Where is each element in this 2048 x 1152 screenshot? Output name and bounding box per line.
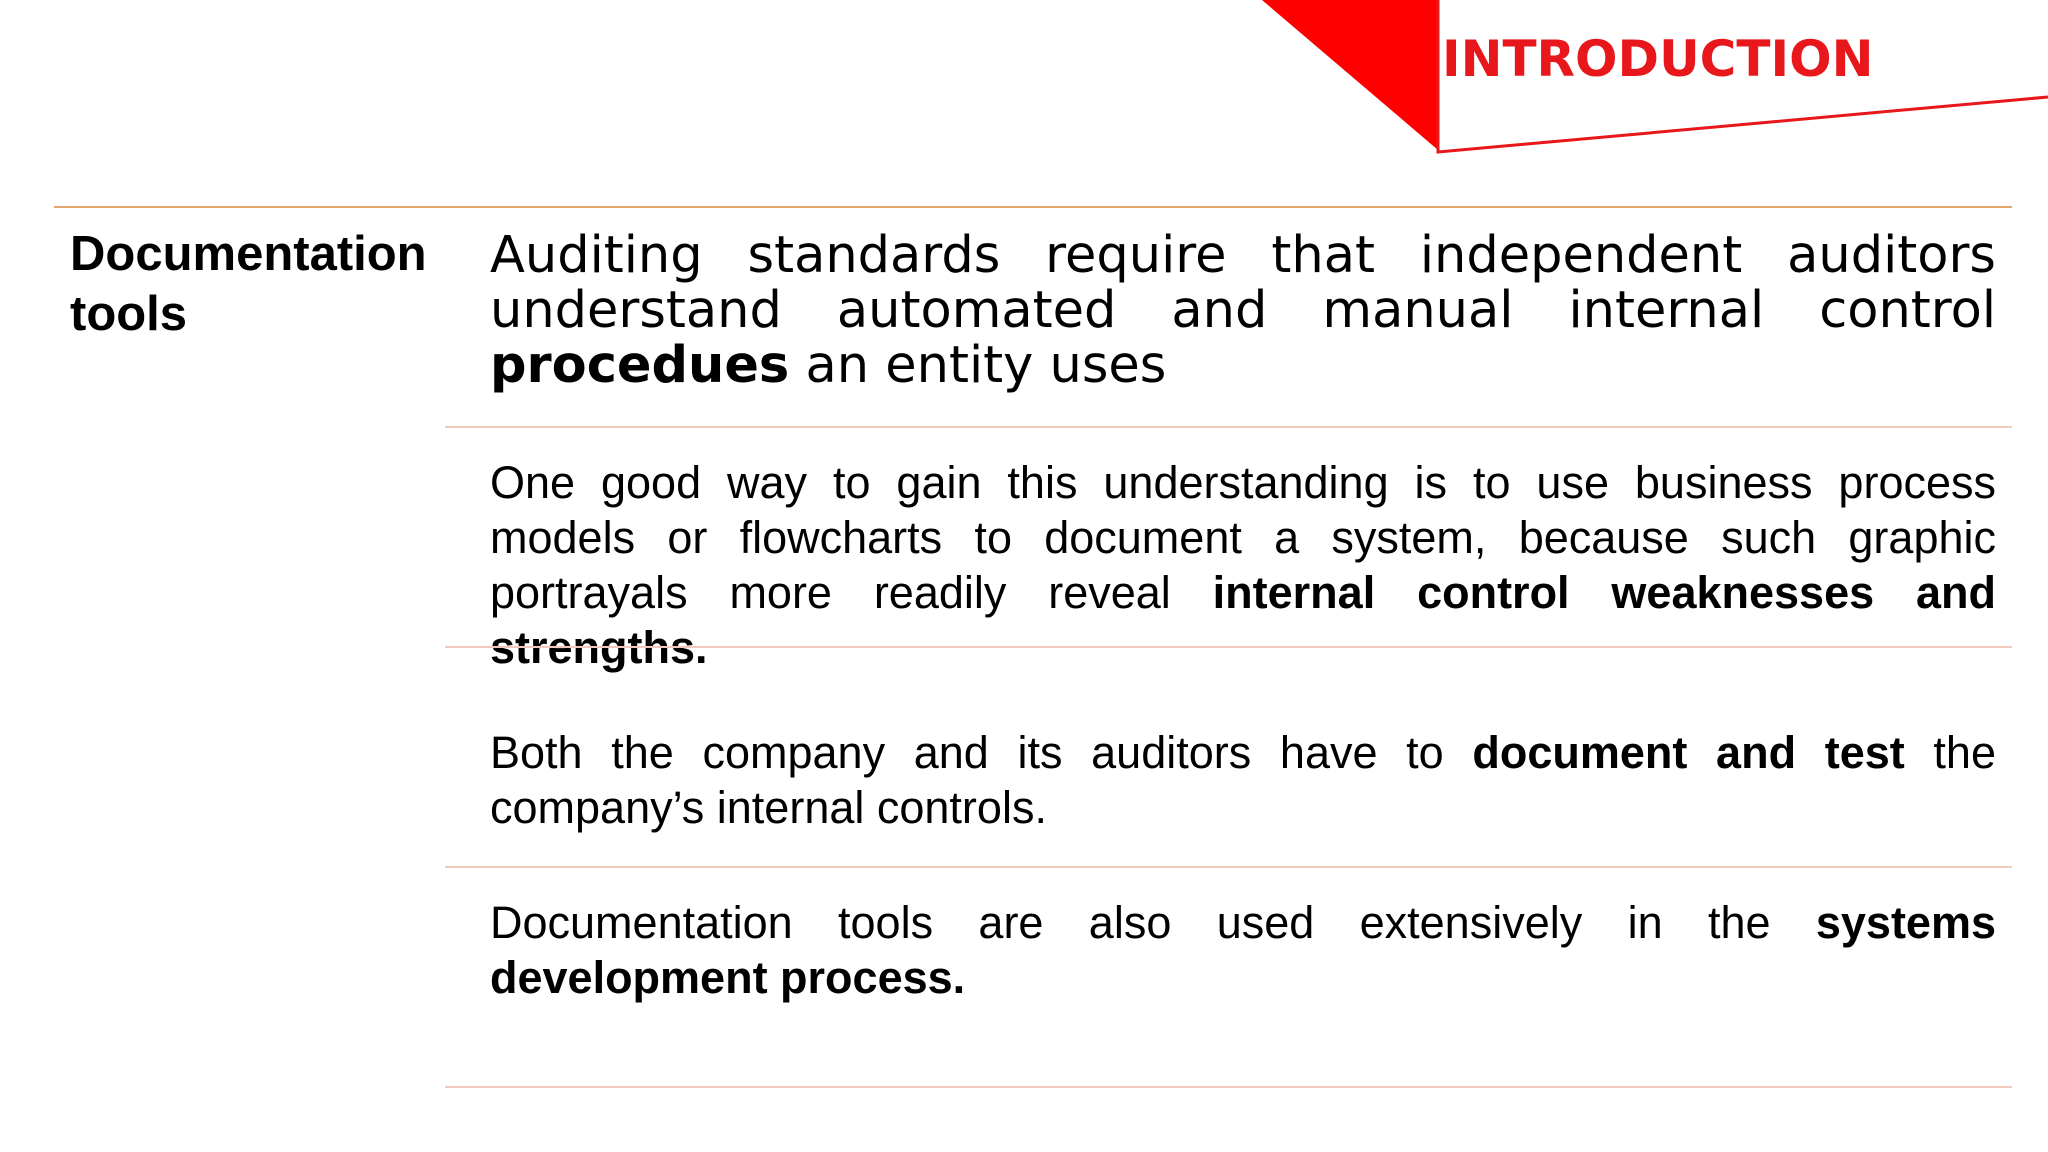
row-divider xyxy=(445,1086,2012,1088)
row-divider xyxy=(445,866,2012,868)
red-triangle-shape xyxy=(1262,0,1438,150)
row-divider xyxy=(445,646,2012,648)
row-divider xyxy=(445,426,2012,428)
paragraph-auditing-standards: Auditing standards require that independent auditors understand automated and manual internal control procedues an entity uses xyxy=(490,226,1996,395)
paragraph-document-test: Both the company and its auditors have to document and test the company’s internal controls. xyxy=(490,727,1996,833)
top-divider xyxy=(54,206,2012,208)
section-label: Documentation tools xyxy=(70,227,427,341)
paragraph-flowcharts: One good way to gain this understanding is to use business process models or flowcharts to document a system, because such graphic portrayals more readily reveal internal control weaknesses and strengths. xyxy=(490,457,1996,673)
page-title: INTRODUCTION xyxy=(1442,30,1874,88)
paragraph-systems-development: Documentation tools are also used extensively in the systems development process. xyxy=(490,897,1996,1003)
